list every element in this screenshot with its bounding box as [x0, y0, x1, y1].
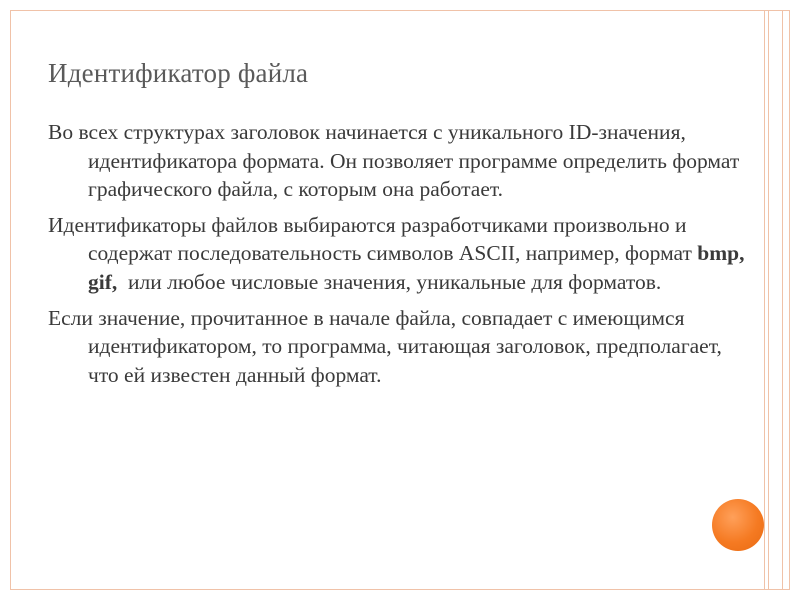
paragraph-1: Во всех структурах заголовок начинается с уникального ID-значения, идентификатора формата. Он позволяет программе определить формат графического файла, с которым она работает. [48, 120, 740, 202]
paragraph-2 [48, 211, 748, 297]
slide-title: Идентификатор файла [48, 58, 309, 88]
paragraph-2-bold-formats: bmp, gif, [88, 241, 745, 294]
paragraph-3: Если значение, прочитанное в начале файла, совпадает с имеющимся идентификатором, то программа, читающая заголовок, предполагает, что ей известен данный формат. [48, 305, 722, 387]
orange-circle-decoration [712, 499, 764, 551]
border-rule-line [768, 10, 769, 590]
paragraph-2-text-after: или любое числовые значения, уникальные для форматов. [117, 269, 662, 294]
paragraph-2-text-before: Идентификаторы файлов выбираются разработчиками произвольно и содержат последовательность символов ASCII, например, формат [48, 212, 698, 266]
border-rule-line [764, 10, 765, 590]
border-rule-line [782, 10, 783, 590]
slide-body [48, 118, 748, 396]
